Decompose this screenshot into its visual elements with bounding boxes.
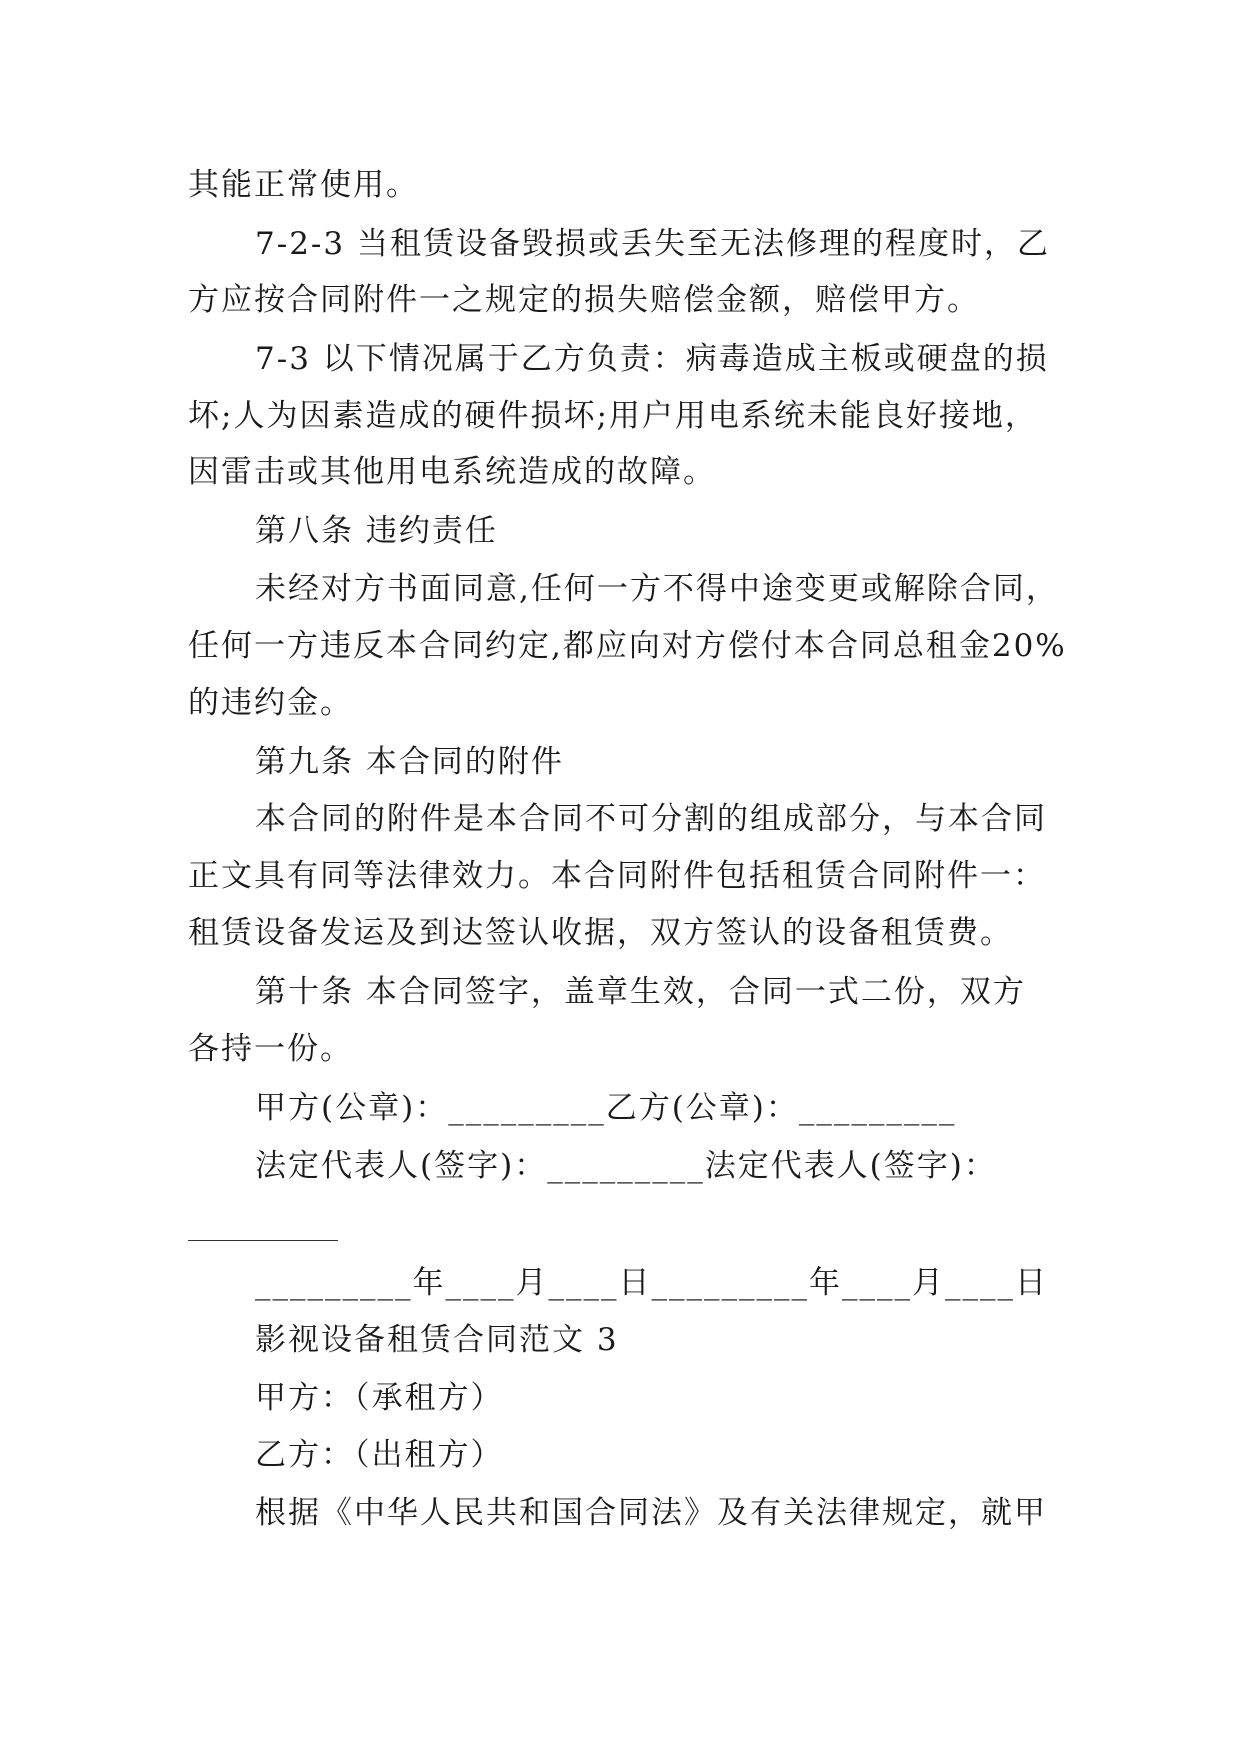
paragraph-line: 的违约金。 [188, 685, 353, 721]
paragraph-line: 未经对方书面同意,任何一方不得中途变更或解除合同， [255, 571, 1059, 607]
paragraph-line: 其能正常使用。 [188, 167, 419, 203]
paragraph-line: 本合同的附件是本合同不可分割的组成部分，与本合同 [255, 801, 1047, 837]
paragraph-line: 租赁设备发运及到达签认收据，双方签认的设备租赁费。 [188, 915, 1013, 951]
party-a-line: 甲方：（承租方） [255, 1380, 504, 1416]
paragraph-line: 7-2-3 当租赁设备毁损或丢失至无法修理的程度时，乙 [255, 226, 1050, 262]
section-heading: 第九条 本合同的附件 [255, 744, 564, 780]
paragraph-line: 根据《中华人民共和国合同法》及有关法律规定，就甲 [255, 1495, 1047, 1531]
section-heading: 第八条 违约责任 [255, 513, 498, 549]
signature-line-representative: 法定代表人(签字)：_________法定代表人(签字)： [255, 1148, 997, 1184]
paragraph-line: 方应按合同附件一之规定的损失赔偿金额，赔偿甲方。 [188, 282, 980, 318]
party-b-line: 乙方：（出租方） [255, 1437, 504, 1473]
paragraph-line: 正文具有同等法律效力。本合同附件包括租赁合同附件一： [188, 858, 1046, 894]
paragraph-line: 坏;人为因素造成的硬件损坏;用户用电系统未能良好接地， [188, 398, 1038, 434]
signature-line-seal: 甲方(公章)：_________乙方(公章)：_________ [255, 1090, 957, 1126]
paragraph-line: 因雷击或其他用电系统造成的故障。 [188, 454, 716, 490]
signature-blank [188, 1240, 338, 1241]
date-line: _________年____月____日_________年____月____日 [255, 1265, 1048, 1301]
paragraph-line: 各持一份。 [188, 1031, 353, 1067]
document-title: 影视设备租赁合同范文 3 [255, 1322, 619, 1358]
paragraph-line: 任何一方违反本合同约定,都应向对方偿付本合同总租金20% [188, 628, 1067, 664]
paragraph-line: 第十条 本合同签字，盖章生效，合同一式二份，双方 [255, 974, 1026, 1010]
paragraph-line: 7-3 以下情况属于乙方负责：病毒造成主板或硬盘的损 [255, 341, 1049, 377]
